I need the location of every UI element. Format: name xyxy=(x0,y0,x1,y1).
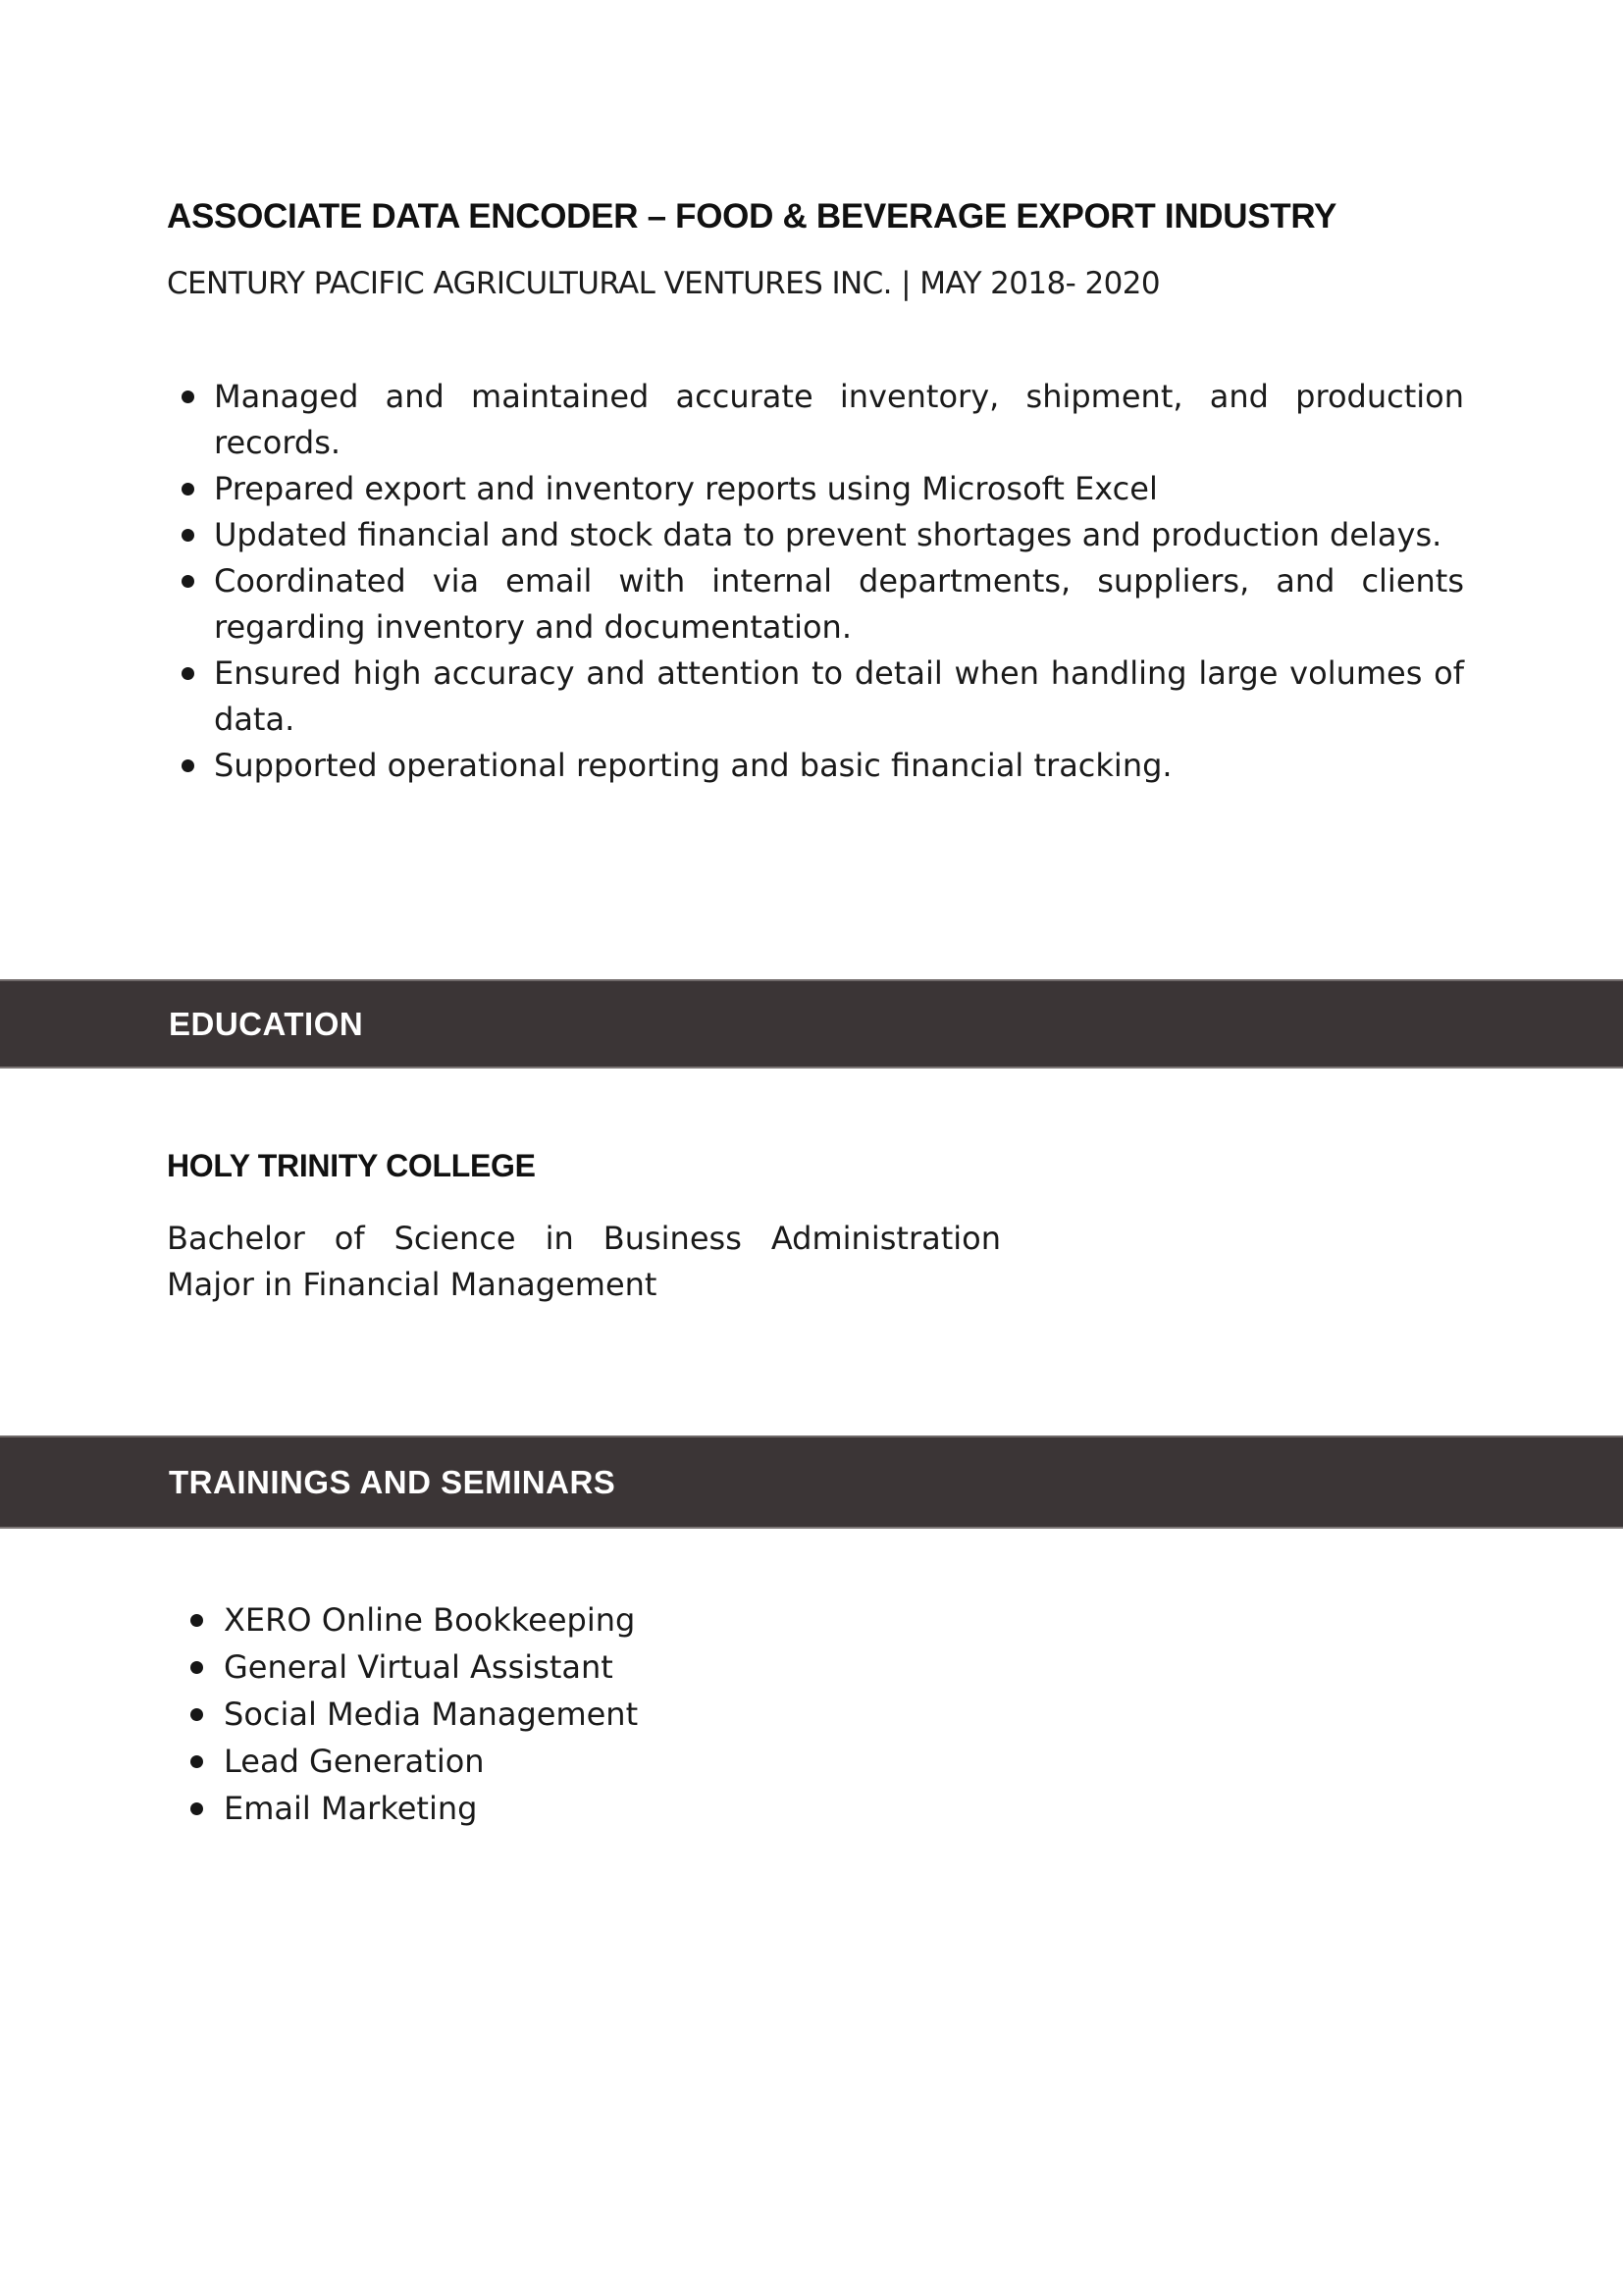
bullet-dot-icon xyxy=(190,1614,203,1627)
experience-bullet-text: Prepared export and inventory reports using Microsoft Excel xyxy=(214,470,1158,507)
bullet-dot-icon xyxy=(190,1708,203,1721)
trainings-section-banner xyxy=(0,1435,1623,1529)
degree-block xyxy=(167,1216,1001,1308)
training-item-text: Email Marketing xyxy=(224,1790,478,1827)
bullet-dot-icon xyxy=(182,575,194,588)
training-item-text: Lead Generation xyxy=(224,1743,485,1780)
experience-bullet xyxy=(167,512,1464,558)
training-item xyxy=(167,1785,1464,1832)
education-section-heading: EDUCATION xyxy=(169,1005,364,1042)
training-item-text: XERO Online Bookkeeping xyxy=(224,1601,636,1639)
bullet-dot-icon xyxy=(182,759,194,772)
experience-bullet xyxy=(167,466,1464,512)
training-item-text: General Virtual Assistant xyxy=(224,1648,613,1686)
bullet-dot-icon xyxy=(182,483,194,496)
trainings-list xyxy=(167,1596,1464,1832)
bullet-dot-icon xyxy=(190,1802,203,1815)
degree-line-1: Bachelor of Science in Business Administration xyxy=(167,1220,1001,1257)
experience-bullet xyxy=(167,743,1464,789)
training-item xyxy=(167,1596,1464,1644)
training-item xyxy=(167,1644,1464,1691)
experience-bullet-text: Managed and maintained accurate inventory, shipment, and production records. xyxy=(214,378,1464,461)
experience-bullet xyxy=(167,374,1464,466)
training-item xyxy=(167,1691,1464,1738)
experience-bullet-text: Supported operational reporting and basic financial tracking. xyxy=(214,747,1173,784)
bullet-dot-icon xyxy=(182,391,194,403)
degree-line-2: Major in Financial Management xyxy=(167,1266,657,1303)
experience-bullet xyxy=(167,558,1464,651)
bullet-dot-icon xyxy=(190,1661,203,1674)
bullet-dot-icon xyxy=(182,529,194,542)
education-section-banner xyxy=(0,979,1623,1069)
experience-bullet-text: Ensured high accuracy and attention to detail when handling large volumes of data. xyxy=(214,654,1464,738)
company-and-dates: CENTURY PACIFIC AGRICULTURAL VENTURES INC. | MAY 2018- 2020 xyxy=(167,266,1160,301)
training-item xyxy=(167,1738,1464,1785)
school-name: HOLY TRINITY COLLEGE xyxy=(167,1148,536,1183)
trainings-section-heading: TRAININGS AND SEMINARS xyxy=(169,1463,616,1500)
training-item-text: Social Media Management xyxy=(224,1696,639,1733)
experience-bullet xyxy=(167,651,1464,743)
bullet-dot-icon xyxy=(190,1755,203,1768)
experience-bullet-text: Coordinated via email with internal departments, suppliers, and clients regarding inventory and documentation. xyxy=(214,562,1464,646)
experience-bullet-text: Updated financial and stock data to prevent shortages and production delays. xyxy=(214,516,1442,553)
bullet-dot-icon xyxy=(182,667,194,680)
job-title: ASSOCIATE DATA ENCODER – FOOD & BEVERAGE EXPORT INDUSTRY xyxy=(167,197,1337,235)
experience-bullet-list xyxy=(167,374,1464,789)
